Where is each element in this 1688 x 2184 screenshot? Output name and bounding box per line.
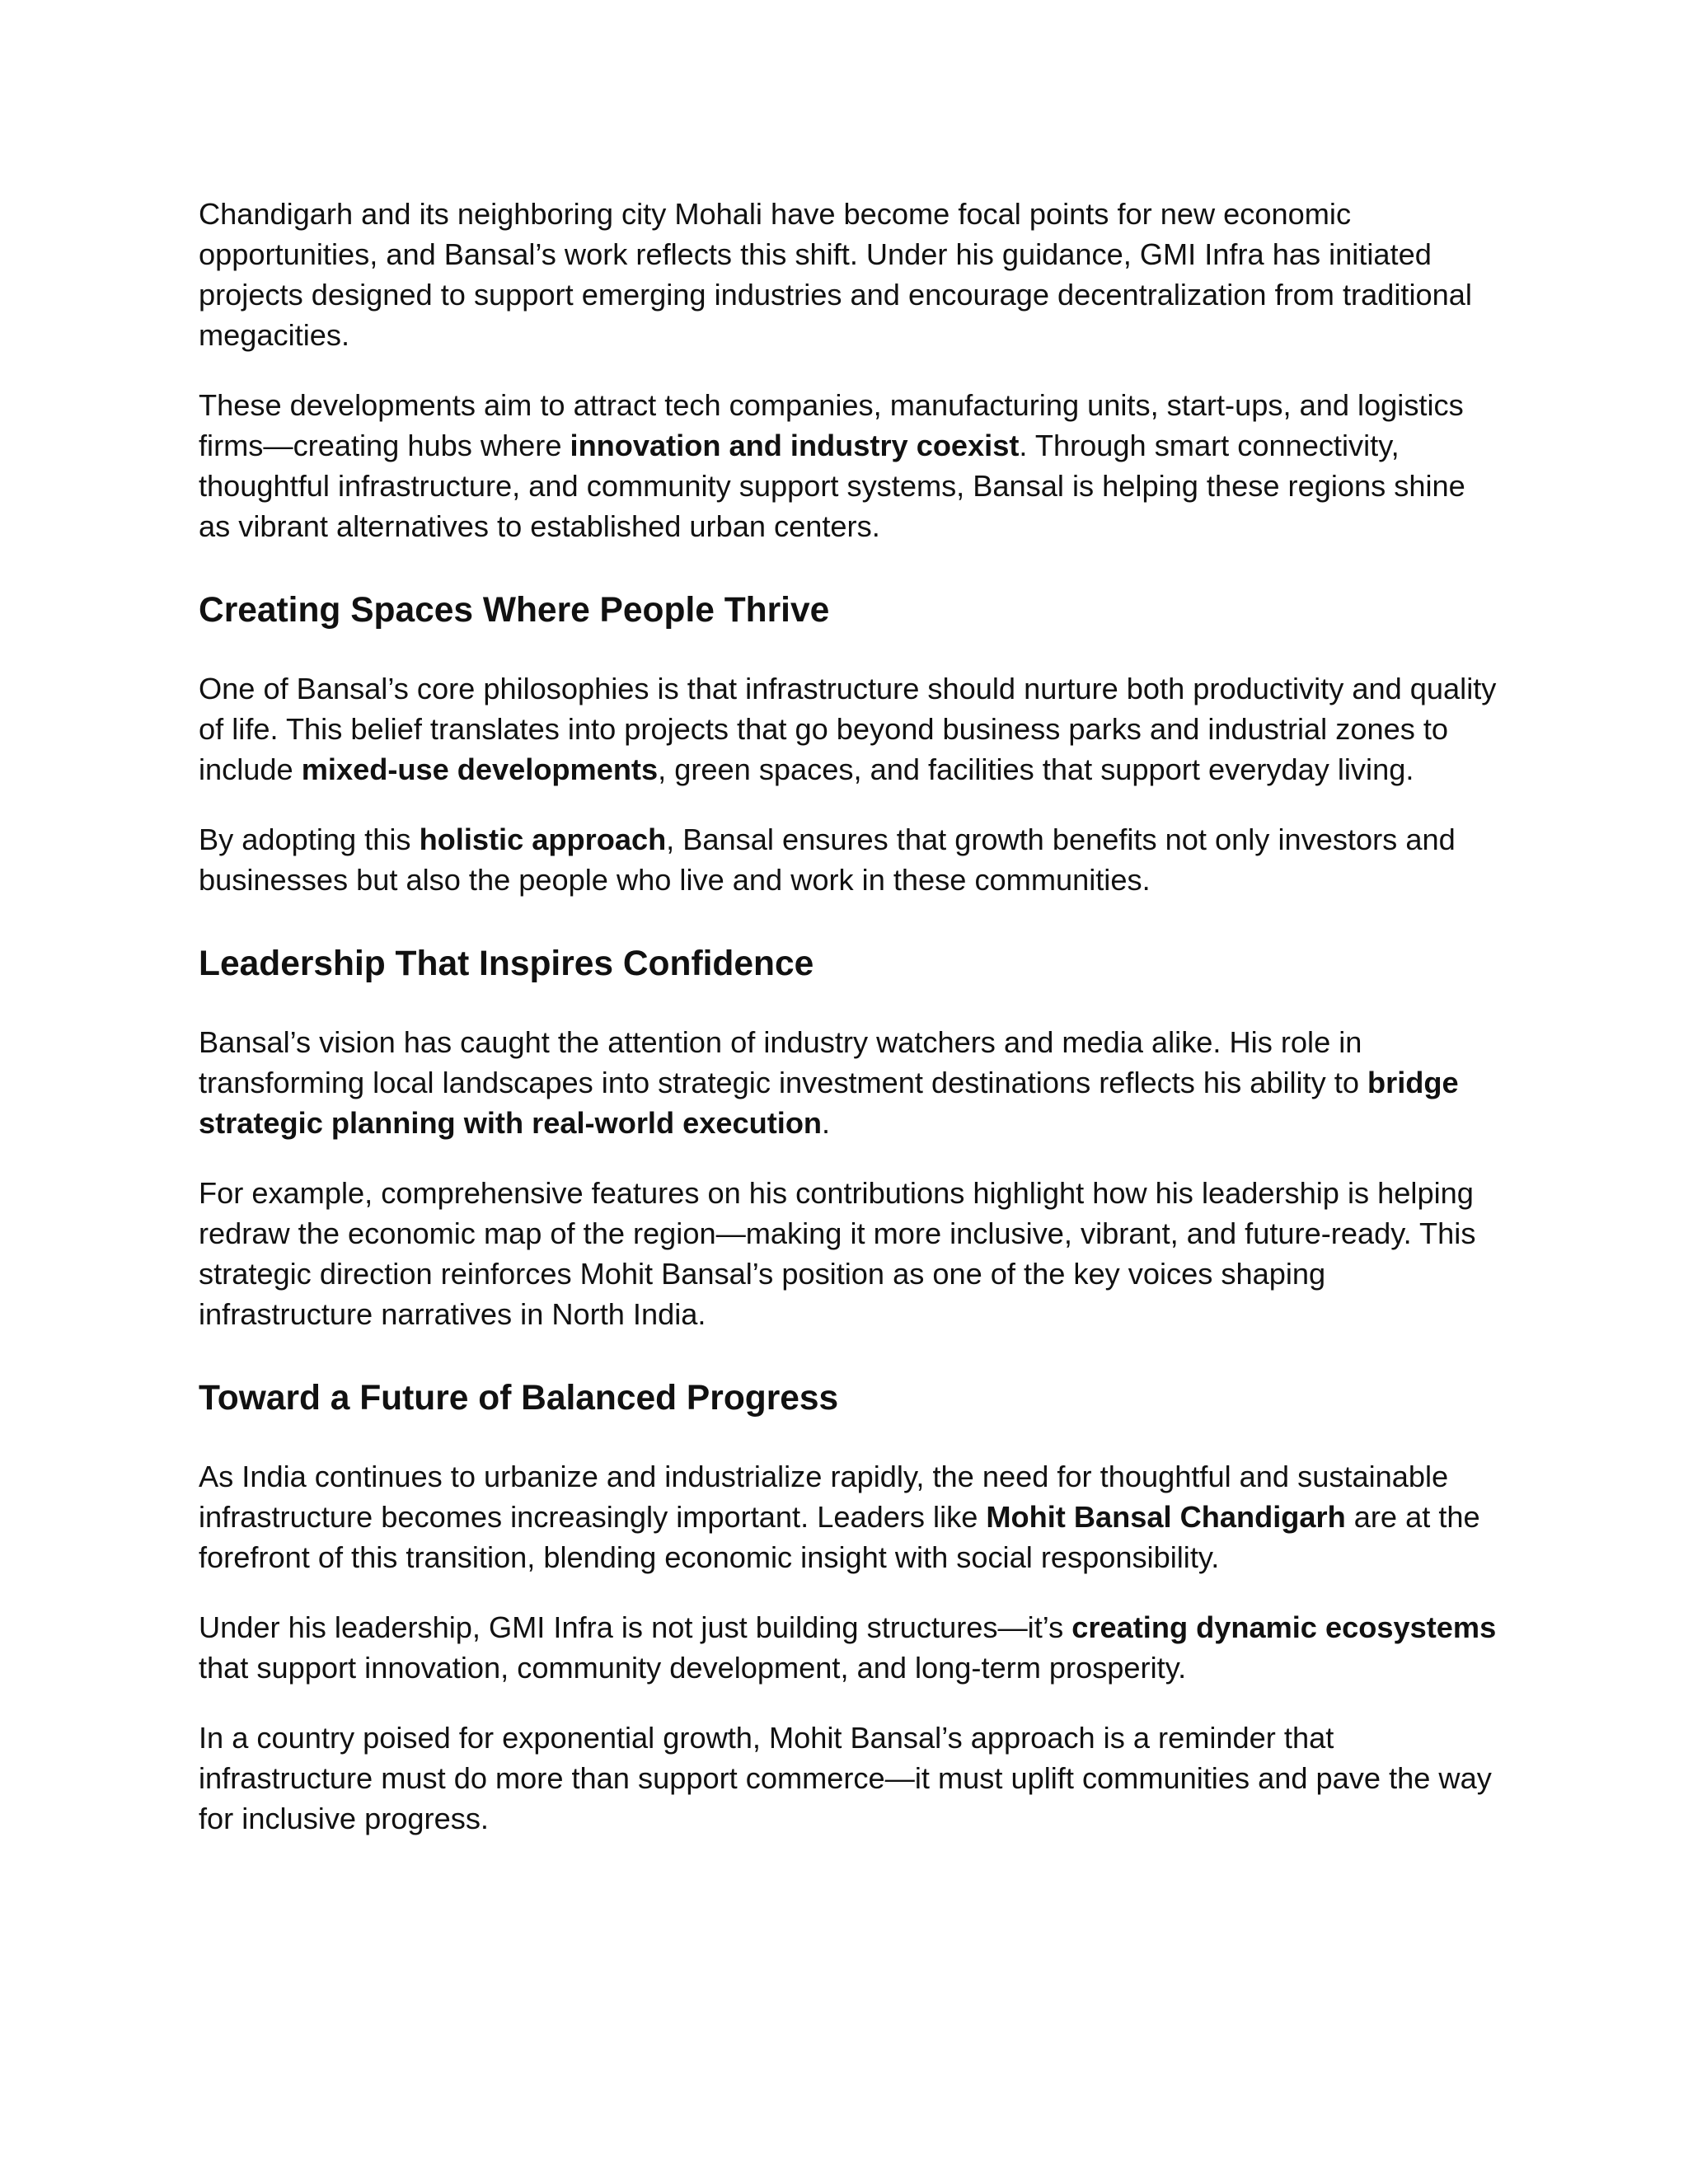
paragraph [199,668,1505,790]
text-run: Bansal’s vision has caught the attention of industry watchers and media alike. His role in transforming local landscapes into strategic investment destinations reflects his ability to [199,1025,1368,1099]
bold-text-run: mixed‑use developments [301,752,659,786]
bold-text-run: creating dynamic ecosystems [1071,1610,1497,1644]
section-heading: Creating Spaces Where People Thrive [199,591,830,630]
document-body [199,194,1505,1868]
text-run: These developments aim to attract tech companies, manufacturing units, start‑ups, and logistics firms—creating hubs where [199,388,1464,462]
paragraph [199,1718,1505,1839]
paragraph [199,385,1505,546]
bold-text-run: Mohit Bansal Chandigarh [986,1500,1346,1534]
paragraph [199,819,1505,900]
text-run: In a country poised for exponential growth, Mohit Bansal’s approach is a reminder that infrastructure must do more than support commerce—it must uplift communities and pave the way for inclusive progress. [199,1721,1492,1835]
paragraph [199,1173,1505,1334]
text-run: One of Bansal’s core philosophies is that infrastructure should nurture both productivity and quality of life. This belief translates into projects that go beyond business parks and industrial zones to include [199,672,1497,786]
text-run: , green spaces, and facilities that support everyday living. [658,752,1414,786]
text-run: are at the forefront of this transition, blending economic insight with social responsibility. [199,1500,1480,1574]
text-run: As India continues to urbanize and industrialize rapidly, the need for thoughtful and sustainable infrastructure becomes increasingly important. Leaders like [199,1460,1449,1534]
text-run: that support innovation, community development, and long‑term prosperity. [199,1651,1187,1685]
bold-text-run: innovation and industry coexist [570,429,1020,462]
section-heading: Toward a Future of Balanced Progress [199,1379,839,1418]
text-run: . [822,1106,831,1140]
section-heading: Leadership That Inspires Confidence [199,944,814,983]
paragraph [199,194,1505,355]
text-run: Chandigarh and its neighboring city Mohali have become focal points for new economic opportunities, and Bansal’s work reflects this shift. Under his guidance, GMI Infra has initiated projects designed to support emerging industries and encourage decentralization from traditional megacities. [199,197,1472,352]
text-run: For example, comprehensive features on his contributions highlight how his leadership is helping redraw the economic map of the region—making it more inclusive, vibrant, and future‑ready. This strategic direction reinforces Mohit Bansal’s position as one of the key voices shaping infrastructure narratives in North India. [199,1176,1476,1331]
bold-text-run: holistic approach [419,823,667,856]
text-run: By adopting this [199,823,420,856]
text-run: Under his leadership, GMI Infra is not just building structures—it’s [199,1610,1072,1644]
paragraph [199,1022,1505,1143]
paragraph [199,1456,1505,1577]
paragraph [199,1607,1505,1688]
text-run: . Through smart connectivity, thoughtful infrastructure, and community support systems, Bansal is helping these regions shine as vibrant alternatives to established urban centers. [199,429,1465,543]
text-run: , Bansal ensures that growth benefits not only investors and businesses but also the people who live and work in these communities. [199,823,1456,897]
bold-text-run: bridge strategic planning with real‑world execution [199,1066,1459,1140]
